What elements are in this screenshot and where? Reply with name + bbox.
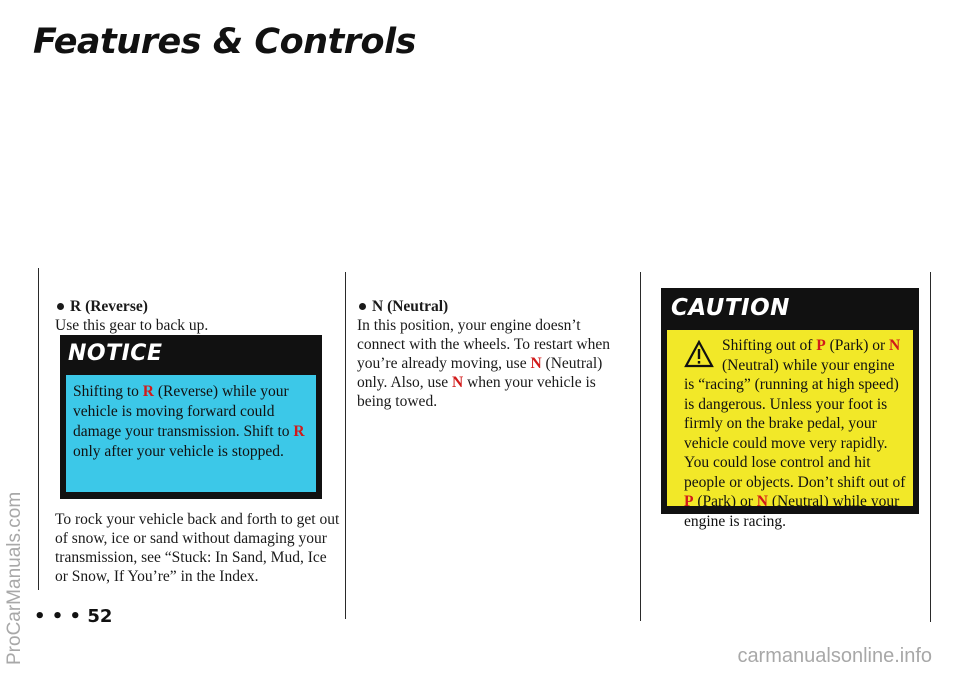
gear-letter: N [530, 355, 542, 372]
rock-vehicle-paragraph: To rock your vehicle back and forth to get out of snow, ice or sand without damaging your transmission, see “Stuck: In Sand, Mud, Ice or Snow, If You’re” in the Index. [55, 511, 340, 585]
notice-body: Shifting to R (Reverse) while your vehicle is moving forward could damage your transmission. Shift to R only after your vehicle is stopped. [66, 375, 316, 492]
gear-letter: R [293, 423, 305, 440]
neutral-heading: N (Neutral) [357, 297, 629, 316]
bullet-icon [359, 303, 366, 310]
column-rule-middle [345, 272, 346, 619]
middle-column [357, 297, 629, 411]
page-number: • • • 52 [34, 606, 113, 627]
neutral-paragraph: In this position, your engine doesn’t connect with the wheels. To restart when you’re already moving, use N (Neutral) only. Also, use N when your vehicle is being towed. [357, 317, 611, 410]
side-watermark: ProCarManuals.com [4, 491, 25, 665]
left-column-lower [55, 510, 340, 586]
column-rule-right-b [930, 272, 931, 622]
reverse-heading: R (Reverse) [55, 297, 335, 316]
page-title: Features & Controls [33, 22, 416, 62]
gear-letter: P [684, 493, 694, 510]
bottom-watermark: carmanualsonline.info [737, 645, 932, 667]
gear-letter: N [452, 374, 464, 391]
column-rule-left [38, 268, 39, 590]
column-rule-right-a [640, 272, 641, 621]
caution-box [661, 288, 919, 530]
gear-letter: P [816, 337, 826, 354]
left-column [55, 297, 335, 335]
warning-triangle-icon [684, 340, 714, 368]
gear-letter: R [142, 383, 154, 400]
gear-letter: N [889, 337, 901, 354]
caution-label: CAUTION [671, 295, 790, 321]
caution-text: Shifting out of P (Park) or N (Neutral) while your engine is “racing” (running at high speed) is dangerous. Unless your foot is firmly on the brake pedal, your vehicle could move very rapidly. You could lose control and hit people or objects. Don’t shift out of P (Park) or N (Neutral) while your engine is racing. [684, 337, 906, 530]
reverse-intro: Use this gear to back up. [55, 317, 209, 334]
notice-box [60, 335, 322, 499]
caution-body [667, 330, 913, 530]
notice-label: NOTICE [68, 341, 163, 366]
gear-letter: N [756, 493, 768, 510]
bullet-icon [57, 303, 64, 310]
